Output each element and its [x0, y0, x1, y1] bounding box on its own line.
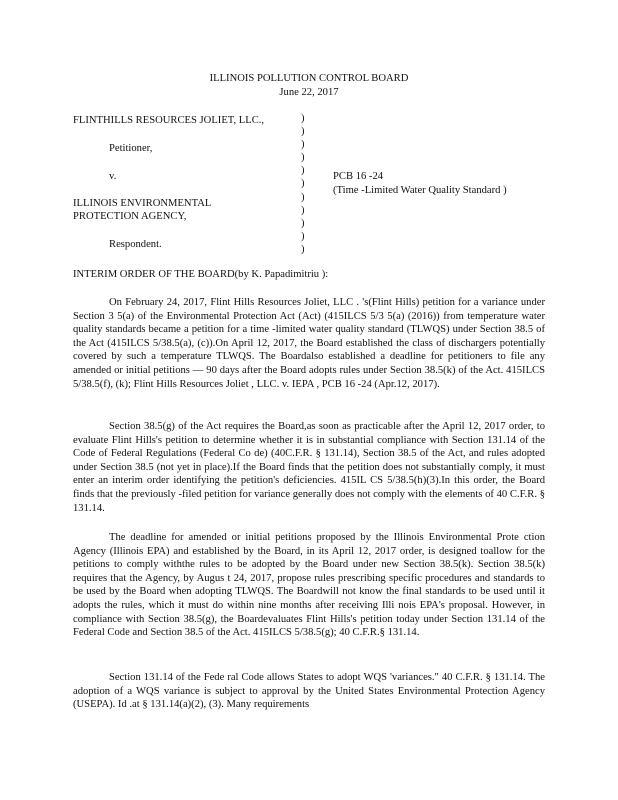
caption-parentheses [301, 112, 313, 256]
paren: ) [301, 165, 305, 177]
case-number: PCB 16 -24 [333, 171, 384, 182]
respondent-role: Respondent. [109, 239, 162, 250]
paren: ) [301, 113, 305, 124]
paren: ) [301, 230, 305, 242]
order-date: June 22, 2017 [279, 87, 339, 98]
paren: ) [301, 126, 305, 138]
board-name: ILLINOIS POLLUTION CONTROL BOARD [209, 73, 409, 84]
paren: ) [301, 152, 305, 164]
paragraph-2: Section 38.5(g) of the Act requires the Board,as soon as practicable after the April 12, 2017 order, to evaluate Flint Hills's petition to determine whether it is in substantial compliance with Section 131.14 of the Code of Federal Regulations (Federal Co de) (40C.F.R. § 131.14), Section 38.5 of the Act, and rules adopted under Section 38.5 (not yet in place).If the Board finds that the petition does not substantially comply, it must enter an interim order identifying the petition's deficiencies. 415IL CS 5/38.5(h)(3).In this order, the Board finds that the previously -filed petition for variance generally does not comply with the elements of 40 C.F.R. § 131.14. [73, 421, 545, 514]
respondent-name-line2: PROTECTION AGENCY, [73, 211, 187, 222]
paren: ) [301, 139, 305, 151]
paren: ) [301, 178, 305, 190]
paragraph-3: The deadline for amended or initial petitions proposed by the Illinois Environmental Prote ction Agency (Illinois EPA) and established by the Board, in its April 12, 2017 order, is designed toallow for the petitions to comply withthe rules to be adopted by the Board under new Section 38.5(k). Section 38.5(k) requires that the Agency, by Augus t 24, 2017, propose rules prescribing specific procedures and standards to be used by the Board when adopting TLWQS. The Boardwill not know the final standards to be used until it adopts the rules, which it must do within nine months after receiving Illi nois EPA's proposal. However, in compliance with Section 38.5(g), the Boardevaluates Flint Hills's petition today under Section 131.14 of the Federal Code and Section 38.5 of the Act. 415ILCS 5/38.5(g); 40 C.F.R.§ 131.14. [73, 532, 545, 639]
paren: ) [301, 217, 305, 229]
paren: ) [301, 243, 305, 255]
case-caption [0, 112, 618, 257]
respondent-name-line1: ILLINOIS ENVIRONMENTAL [73, 198, 212, 209]
petitioner-name: FLINTHILLS RESOURCES JOLIET, LLC., [73, 115, 265, 126]
case-type: (Time -Limited Water Quality Standard ) [333, 185, 507, 196]
paren: ) [301, 204, 305, 216]
versus: v. [109, 171, 117, 182]
petitioner-role: Petitioner, [109, 143, 153, 154]
interim-order-heading: INTERIM ORDER OF THE BOARD(by K. Papadimitriu ): [73, 269, 329, 280]
paragraph-1: On February 24, 2017, Flint Hills Resources Joliet, LLC . 's(Flint Hills) petition for a variance under Section 3 5(a) of the Environmental Protection Act (Act) (415ILCS 5/3 5(a) (2016)) from temperature water quality standards became a petition for a time -limited water quality standard (TLWQS) under Section 38.5 of the Act (415ILCS 5/38.5(a), (c)).On April 12, 2017, the Board established the class of dischargers potentially covered by such a temperature TLWQS. The Boardalso established a deadline for petitioners to file any amended or initial petitions — 90 days after the Board adopts rules under Section 38.5(k) of the Act. 415ILCS 5/38.5(f), (k); Flint Hills Resources Joliet , LLC. v. IEPA , PCB 16 -24 (Apr.12, 2017). [73, 297, 545, 390]
paragraph-4: Section 131.14 of the Fede ral Code allows States to adopt WQS 'variances." 40 C.F.R. § 131.14. The adoption of a WQS variance is subject to approval by the United States Environmental Protection Agency (USEPA). Id .at § 131.14(a)(2), (3). Many requirements [73, 672, 545, 711]
paren: ) [301, 191, 305, 203]
